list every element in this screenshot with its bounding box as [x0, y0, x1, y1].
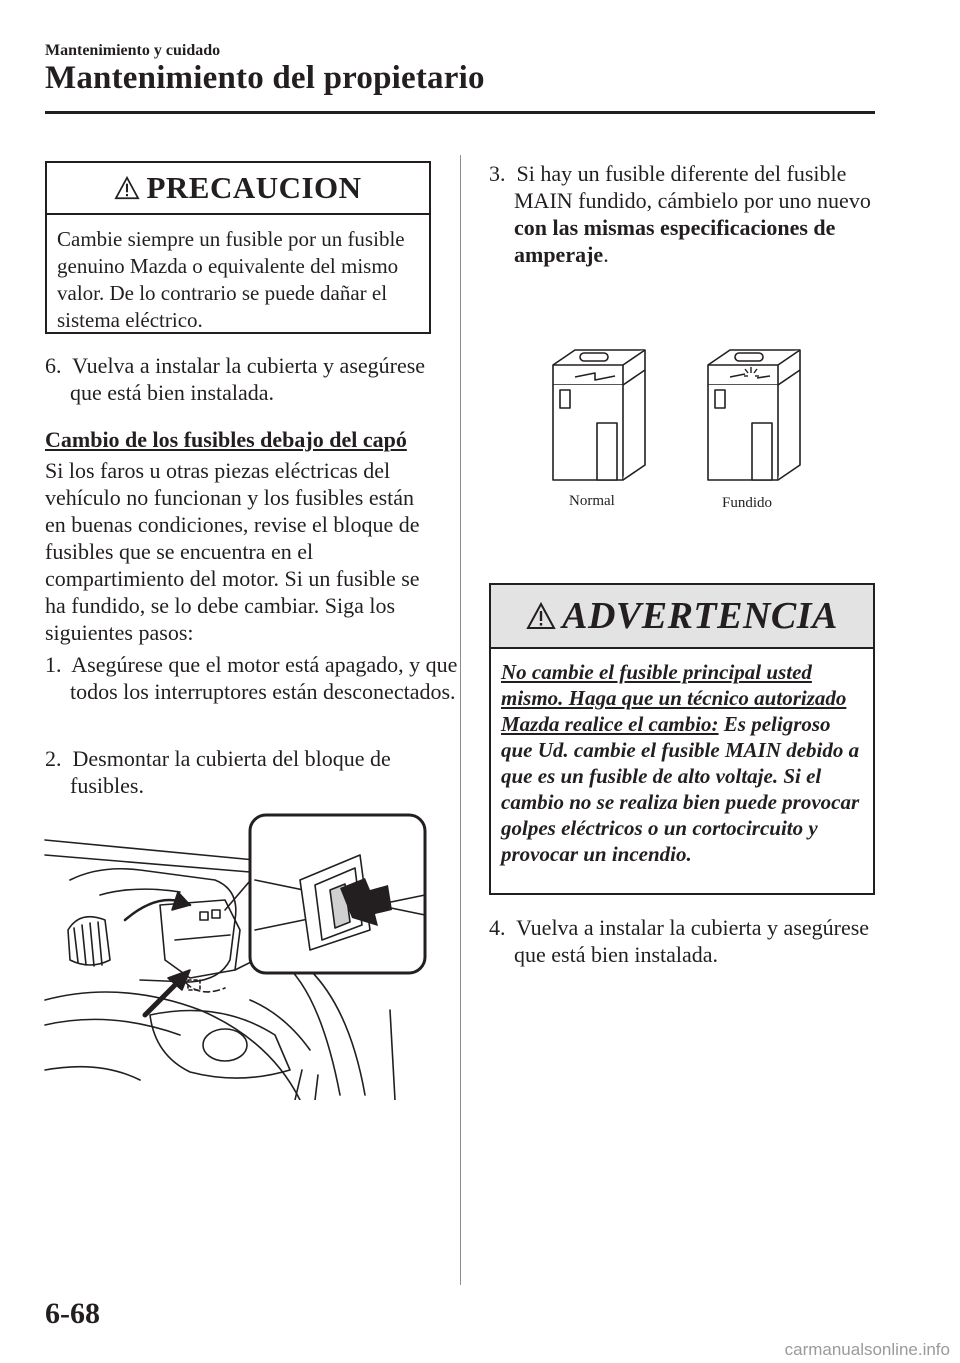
precaution-box: [45, 161, 431, 334]
fuse-normal-illustration: [545, 345, 655, 490]
step-4: [489, 914, 899, 968]
precaution-text: Cambie siempre un fusible por un fusible genuino Mazda o equivalente del mismo valor. De lo contrario se puede dañar el sistema eléctrico.: [57, 227, 405, 332]
fuse-blown-label: Fundido: [722, 495, 773, 511]
fuse-blown-illustration: [700, 345, 810, 490]
step-1-number: 1.: [45, 652, 62, 677]
watermark: carmanualsonline.info: [784, 1340, 950, 1359]
step-3-number: 3.: [489, 161, 506, 186]
page-number: 6-68: [45, 1297, 100, 1330]
precaution-header: [47, 163, 429, 215]
warning-triangle-icon: [114, 176, 140, 200]
column-divider: [460, 155, 461, 1285]
step-1: [45, 651, 465, 705]
step-3-text-a: Si hay un fusible diferente del fusible MAIN fundido, cámbielo por uno nuevo: [514, 161, 871, 213]
step-6-text: Vuelva a instalar la cubierta y asegúrese que está bien instalada.: [70, 353, 426, 405]
precaution-title: PRECAUCION: [146, 170, 362, 205]
step-4-number: 4.: [489, 915, 506, 940]
warning-triangle-icon: [526, 602, 556, 630]
warning-title: ADVERTENCIA: [562, 595, 838, 637]
warning-underlined-text: No cambie el fusible principal usted mismo. Haga que un técnico autorizado Mazda realice el cambio:: [501, 660, 847, 736]
step-6-number: 6.: [45, 353, 62, 378]
section-title: Mantenimiento y cuidado: [45, 42, 221, 59]
step-2: [45, 745, 460, 799]
fuse-normal-label: Normal: [569, 493, 615, 509]
step-3-text-bold: con las mismas especificaciones de amperaje: [514, 215, 836, 267]
step-2-text: Desmontar la cubierta del bloque de fusibles.: [70, 746, 391, 798]
header-rule: [45, 111, 875, 114]
warning-text: [491, 649, 873, 875]
step-3-text-c: .: [603, 242, 609, 267]
warning-box: [489, 583, 875, 895]
chapter-title: Mantenimiento del propietario: [45, 60, 485, 96]
warning-header: [491, 585, 873, 649]
warning-body-text: Es peligroso que Ud. cambie el fusible MAIN debido a que es un fusible de alto voltaje. Si el cambio no se realiza bien puede provocar golpes eléctricos o un cortocircuito y provocar un incendio.: [501, 712, 860, 866]
step-3: [489, 160, 899, 268]
step-6: [45, 352, 460, 406]
subheading-fuse-change: Cambio de los fusibles debajo del capó: [45, 427, 407, 452]
step-2-number: 2.: [45, 746, 62, 771]
step-4-text: Vuelva a instalar la cubierta y asegúrese que está bien instalada.: [514, 915, 870, 967]
engine-fuse-block-illustration: [40, 810, 435, 1100]
step-1-text: Asegúrese que el motor está apagado, y que todos los interruptores están desconectados.: [70, 652, 458, 704]
intro-paragraph: Si los faros u otras piezas eléctricas del vehículo no funcionan y los fusibles están en buenas condiciones, revise el bloque de fusibles que se encuentra en el compartimiento del motor. Si un fusible se ha fundido, se lo debe cambiar. Siga los siguientes pasos:: [45, 458, 420, 645]
